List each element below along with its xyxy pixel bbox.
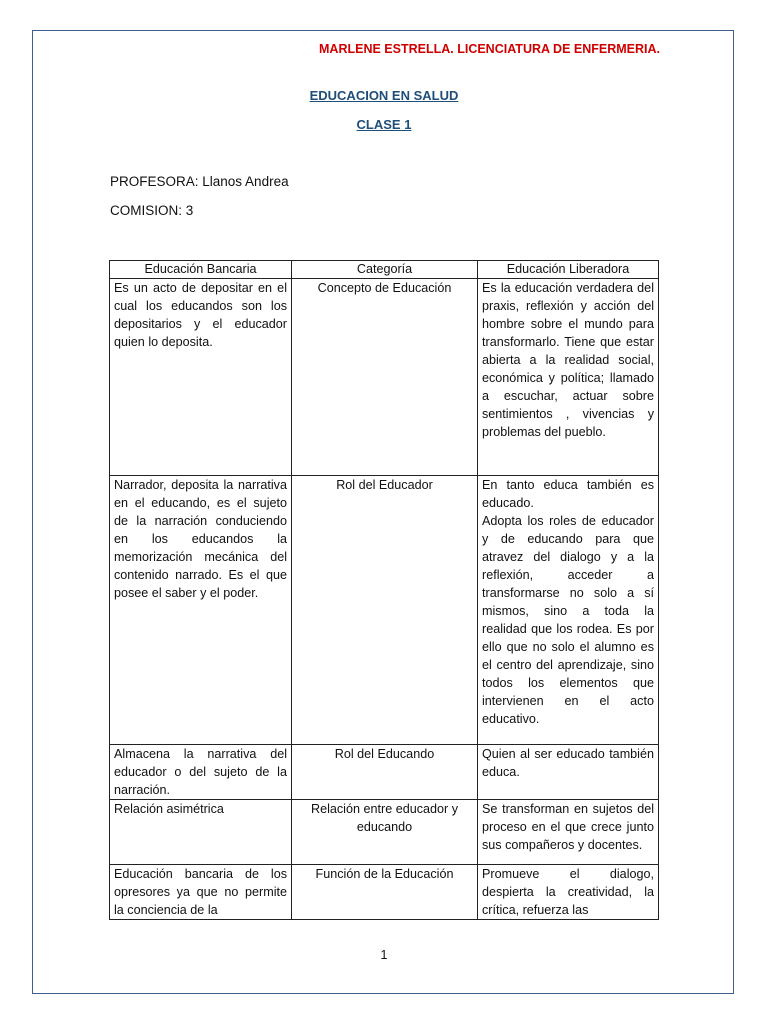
cell-categoria — [292, 865, 478, 920]
header-categoria: Categoría — [292, 261, 478, 279]
author-header: MARLENE ESTRELLA. LICENCIATURA DE ENFERMERIA. — [319, 42, 660, 56]
cell-liberadora: Se transforman en sujetos del proceso en el que crece junto sus compañeros y docentes. — [478, 800, 659, 865]
cell-categoria: Concepto de Educación — [292, 279, 478, 476]
cell-text: Función de la Educación — [315, 867, 454, 881]
table-row — [110, 745, 659, 800]
cell-liberadora — [478, 865, 659, 920]
cell-liberadora — [478, 476, 659, 745]
table-row — [110, 865, 659, 920]
cell-bancaria — [110, 865, 292, 920]
liberadora-paragraph: En tanto educa también es educado. — [482, 478, 654, 510]
header-liberadora: Educación Liberadora — [478, 261, 659, 279]
cell-text: Promueve el dialogo, despierta la creatividad, la crítica, refuerza las — [482, 867, 654, 917]
cell-liberadora: Quien al ser educado también educa. — [478, 745, 659, 800]
cell-categoria: Rol del Educador — [292, 476, 478, 745]
cell-bancaria: Es un acto de depositar en el cual los educandos son los depositarios y el educador quien lo deposita. — [110, 279, 292, 476]
table-row — [110, 476, 659, 745]
cell-categoria: Relación entre educador y educando — [292, 800, 478, 865]
table-row — [110, 800, 659, 865]
course-title: EDUCACION EN SALUD — [309, 88, 459, 103]
page-number: 1 — [380, 948, 388, 962]
cell-liberadora: Es la educación verdadera del praxis, reflexión y acción del hombre sobre el mundo para transformarlo. Tiene que estar abierta a la realidad social, económica y política; llamado a escuchar, actuar sobre sentimientos , vivencias y problemas del pueblo. — [478, 279, 659, 476]
cell-bancaria: Narrador, deposita la narrativa en el educando, es el sujeto de la narración conduciendo en los educandos la memorización mecánica del contenido narrado. Es el que posee el saber y el poder. — [110, 476, 292, 745]
teacher-label: PROFESORA: — [110, 174, 199, 189]
cell-text: Educación bancaria de los opresores ya que no permite la conciencia de la — [114, 867, 287, 917]
commission-line: COMISION: 3 — [110, 203, 194, 218]
teacher-name: Llanos Andrea — [198, 174, 289, 189]
teacher-line — [110, 174, 289, 189]
table-row — [110, 279, 659, 476]
class-title: CLASE 1 — [356, 117, 412, 132]
comparison-table — [109, 260, 659, 920]
header-bancaria: Educación Bancaria — [110, 261, 292, 279]
cell-bancaria: Almacena la narrativa del educador o del sujeto de la narración. — [110, 745, 292, 800]
liberadora-paragraph: Adopta los roles de educador y de educando para que atravez del dialogo y a la reflexión, acceder a transformarse no solo a sí mismos, sino a toda la realidad que los rodea. Es por ello que no solo el alumno es el centro del aprendizaje, sino todos los elementos que intervienen en el acto educativo. — [482, 514, 654, 726]
cell-categoria: Rol del Educando — [292, 745, 478, 800]
table-header-row — [110, 261, 659, 279]
cell-bancaria: Relación asimétrica — [110, 800, 292, 865]
